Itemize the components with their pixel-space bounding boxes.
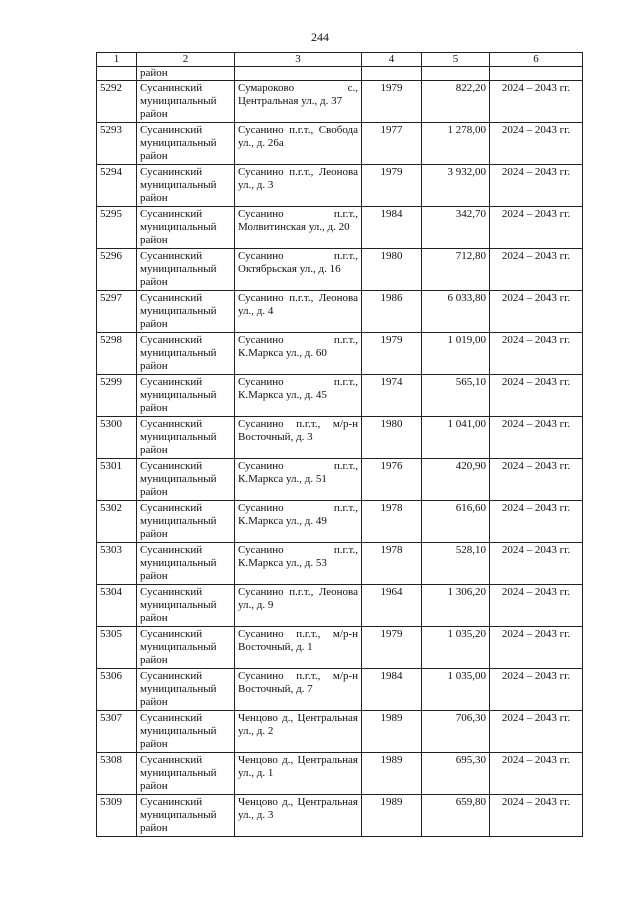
address-cell: Ченцово д., Центральная ул., д. 1: [235, 753, 362, 795]
district-cell: Сусанинский муниципальный район: [137, 459, 235, 501]
row-number-cell: 5304: [97, 585, 137, 627]
period-cell: 2024 – 2043 гг.: [490, 291, 583, 333]
area-cell: 1 019,00: [422, 333, 490, 375]
address-cell: Сусанино п.г.т., Свобода ул., д. 26а: [235, 123, 362, 165]
year-cell: 1984: [362, 669, 422, 711]
address-cell: Ченцово д., Центральная ул., д. 3: [235, 795, 362, 837]
period-cell: 2024 – 2043 гг.: [490, 627, 583, 669]
continuation-cell: [97, 67, 137, 81]
address-cell: Сусанино п.г.т., м/р-н Восточный, д. 1: [235, 627, 362, 669]
continuation-cell: [490, 67, 583, 81]
table-row: [97, 627, 583, 669]
period-cell: 2024 – 2043 гг.: [490, 669, 583, 711]
table-row: [97, 711, 583, 753]
continuation-row: [97, 67, 583, 81]
area-cell: 528,10: [422, 543, 490, 585]
year-cell: 1989: [362, 711, 422, 753]
continuation-cell: [235, 67, 362, 81]
address-cell: Сусанино п.г.т., К.Маркса ул., д. 49: [235, 501, 362, 543]
district-cell: Сусанинский муниципальный район: [137, 333, 235, 375]
district-cell: Сусанинский муниципальный район: [137, 165, 235, 207]
period-cell: 2024 – 2043 гг.: [490, 165, 583, 207]
area-cell: 695,30: [422, 753, 490, 795]
table-row: [97, 375, 583, 417]
area-cell: 342,70: [422, 207, 490, 249]
row-number-cell: 5293: [97, 123, 137, 165]
row-number-cell: 5297: [97, 291, 137, 333]
year-cell: 1979: [362, 165, 422, 207]
row-number-cell: 5302: [97, 501, 137, 543]
district-cell: Сусанинский муниципальный район: [137, 711, 235, 753]
address-cell: Сусанино п.г.т., К.Маркса ул., д. 60: [235, 333, 362, 375]
table-row: [97, 123, 583, 165]
table-row: [97, 81, 583, 123]
table-row: [97, 249, 583, 291]
row-number-cell: 5309: [97, 795, 137, 837]
address-cell: Сусанино п.г.т., Молвитинская ул., д. 20: [235, 207, 362, 249]
area-cell: 659,80: [422, 795, 490, 837]
district-cell: Сусанинский муниципальный район: [137, 375, 235, 417]
continuation-cell: [362, 67, 422, 81]
address-cell: Сусанино п.г.т., К.Маркса ул., д. 51: [235, 459, 362, 501]
address-cell: Сусанино п.г.т., Леонова ул., д. 9: [235, 585, 362, 627]
district-cell: Сусанинский муниципальный район: [137, 417, 235, 459]
year-cell: 1979: [362, 627, 422, 669]
year-cell: 1979: [362, 333, 422, 375]
area-cell: 565,10: [422, 375, 490, 417]
period-cell: 2024 – 2043 гг.: [490, 459, 583, 501]
year-cell: 1980: [362, 249, 422, 291]
area-cell: 1 041,00: [422, 417, 490, 459]
period-cell: 2024 – 2043 гг.: [490, 207, 583, 249]
continuation-cell: [422, 67, 490, 81]
table-row: [97, 585, 583, 627]
year-cell: 1980: [362, 417, 422, 459]
year-cell: 1978: [362, 543, 422, 585]
period-cell: 2024 – 2043 гг.: [490, 501, 583, 543]
district-cell: Сусанинский муниципальный район: [137, 207, 235, 249]
period-cell: 2024 – 2043 гг.: [490, 543, 583, 585]
year-cell: 1976: [362, 459, 422, 501]
table-row: [97, 753, 583, 795]
year-cell: 1977: [362, 123, 422, 165]
row-number-cell: 5296: [97, 249, 137, 291]
area-cell: 1 278,00: [422, 123, 490, 165]
row-number-cell: 5299: [97, 375, 137, 417]
row-number-cell: 5301: [97, 459, 137, 501]
period-cell: 2024 – 2043 гг.: [490, 711, 583, 753]
period-cell: 2024 – 2043 гг.: [490, 249, 583, 291]
header-cell: 5: [422, 53, 490, 67]
address-cell: Сумароково с., Центральная ул., д. 37: [235, 81, 362, 123]
address-cell: Сусанино п.г.т., К.Маркса ул., д. 53: [235, 543, 362, 585]
table-row: [97, 795, 583, 837]
table-row: [97, 669, 583, 711]
address-cell: Сусанино п.г.т., м/р-н Восточный, д. 7: [235, 669, 362, 711]
district-cell: Сусанинский муниципальный район: [137, 123, 235, 165]
row-number-cell: 5298: [97, 333, 137, 375]
address-cell: Ченцово д., Центральная ул., д. 2: [235, 711, 362, 753]
district-cell: Сусанинский муниципальный район: [137, 543, 235, 585]
table-row: [97, 291, 583, 333]
header-cell: 3: [235, 53, 362, 67]
row-number-cell: 5307: [97, 711, 137, 753]
year-cell: 1989: [362, 795, 422, 837]
address-cell: Сусанино п.г.т., К.Маркса ул., д. 45: [235, 375, 362, 417]
address-cell: Сусанино п.г.т., Октябрьская ул., д. 16: [235, 249, 362, 291]
area-cell: 420,90: [422, 459, 490, 501]
year-cell: 1984: [362, 207, 422, 249]
district-cell: Сусанинский муниципальный район: [137, 585, 235, 627]
area-cell: 6 033,80: [422, 291, 490, 333]
area-cell: 712,80: [422, 249, 490, 291]
address-cell: Сусанино п.г.т., Леонова ул., д. 4: [235, 291, 362, 333]
area-cell: 1 035,20: [422, 627, 490, 669]
row-number-cell: 5306: [97, 669, 137, 711]
header-cell: 6: [490, 53, 583, 67]
period-cell: 2024 – 2043 гг.: [490, 753, 583, 795]
row-number-cell: 5294: [97, 165, 137, 207]
district-cell: Сусанинский муниципальный район: [137, 795, 235, 837]
year-cell: 1979: [362, 81, 422, 123]
table-row: [97, 501, 583, 543]
header-cell: 4: [362, 53, 422, 67]
header-cell: 1: [97, 53, 137, 67]
registry-table: [96, 52, 583, 837]
row-number-cell: 5292: [97, 81, 137, 123]
table-body: [97, 53, 583, 837]
row-number-cell: 5308: [97, 753, 137, 795]
year-cell: 1964: [362, 585, 422, 627]
address-cell: Сусанино п.г.т., Леонова ул., д. 3: [235, 165, 362, 207]
table-row: [97, 459, 583, 501]
period-cell: 2024 – 2043 гг.: [490, 81, 583, 123]
year-cell: 1974: [362, 375, 422, 417]
district-cell: Сусанинский муниципальный район: [137, 249, 235, 291]
row-number-cell: 5295: [97, 207, 137, 249]
period-cell: 2024 – 2043 гг.: [490, 585, 583, 627]
area-cell: 706,30: [422, 711, 490, 753]
page-number: 244: [311, 30, 329, 44]
district-cell: Сусанинский муниципальный район: [137, 669, 235, 711]
area-cell: 3 932,00: [422, 165, 490, 207]
address-cell: Сусанино п.г.т., м/р-н Восточный, д. 3: [235, 417, 362, 459]
area-cell: 822,20: [422, 81, 490, 123]
area-cell: 1 035,00: [422, 669, 490, 711]
header-cell: 2: [137, 53, 235, 67]
period-cell: 2024 – 2043 гг.: [490, 375, 583, 417]
year-cell: 1978: [362, 501, 422, 543]
district-cell: Сусанинский муниципальный район: [137, 81, 235, 123]
row-number-cell: 5300: [97, 417, 137, 459]
header-row: [97, 53, 583, 67]
table-row: [97, 333, 583, 375]
year-cell: 1986: [362, 291, 422, 333]
district-cell: Сусанинский муниципальный район: [137, 291, 235, 333]
area-cell: 616,60: [422, 501, 490, 543]
table-row: [97, 207, 583, 249]
area-cell: 1 306,20: [422, 585, 490, 627]
period-cell: 2024 – 2043 гг.: [490, 123, 583, 165]
district-cell: Сусанинский муниципальный район: [137, 627, 235, 669]
year-cell: 1989: [362, 753, 422, 795]
table-row: [97, 543, 583, 585]
table-row: [97, 165, 583, 207]
row-number-cell: 5303: [97, 543, 137, 585]
district-cell: Сусанинский муниципальный район: [137, 501, 235, 543]
continuation-cell: район: [137, 67, 235, 81]
period-cell: 2024 – 2043 гг.: [490, 333, 583, 375]
district-cell: Сусанинский муниципальный район: [137, 753, 235, 795]
row-number-cell: 5305: [97, 627, 137, 669]
table-row: [97, 417, 583, 459]
period-cell: 2024 – 2043 гг.: [490, 417, 583, 459]
period-cell: 2024 – 2043 гг.: [490, 795, 583, 837]
